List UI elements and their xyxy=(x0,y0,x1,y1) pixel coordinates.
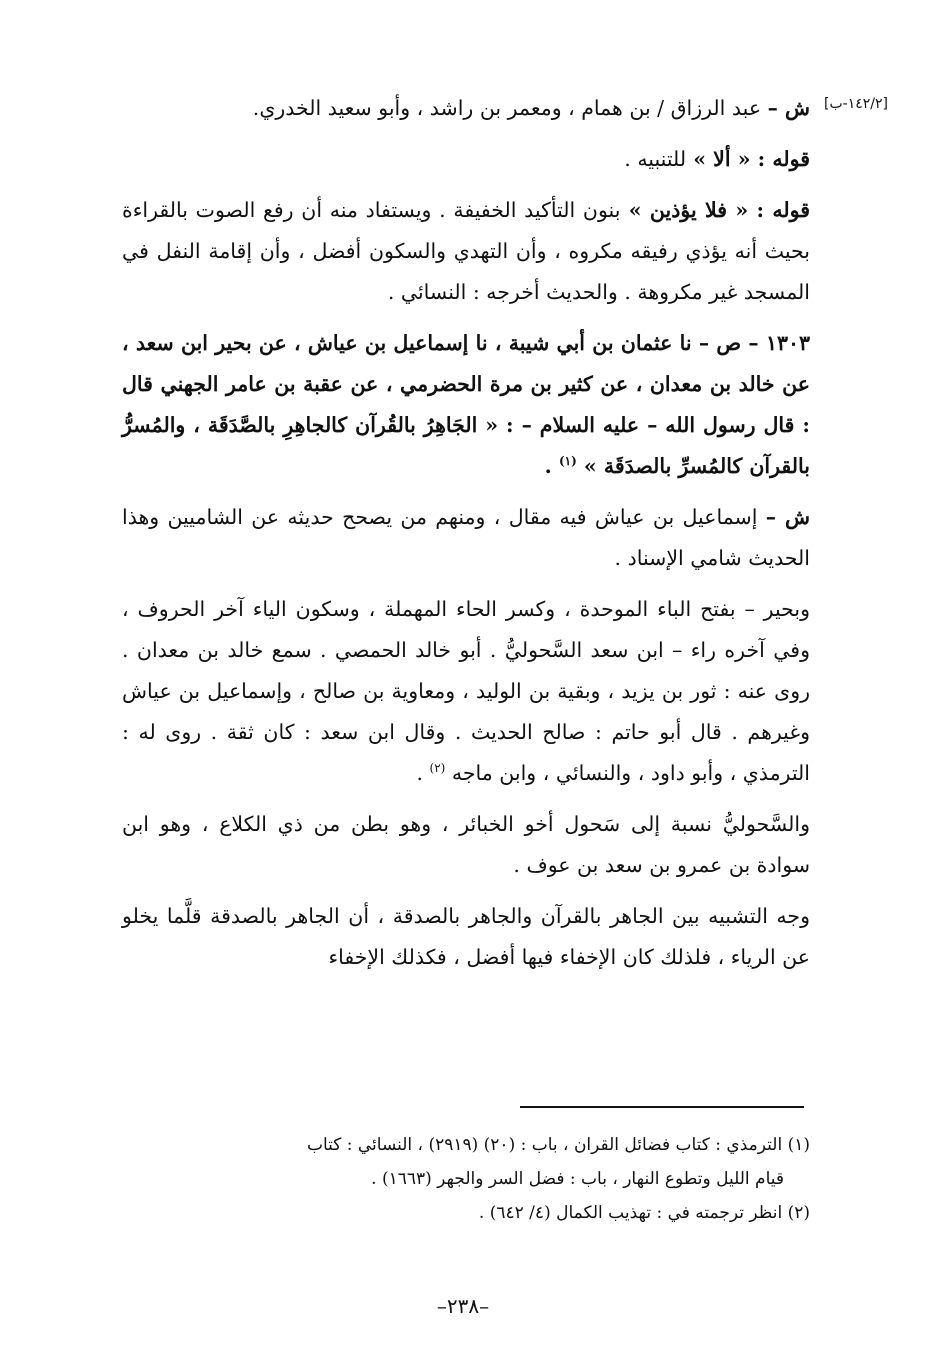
paragraph-end: . xyxy=(416,761,430,785)
page-number: –٢٣٨– xyxy=(436,1294,490,1318)
footnote-divider xyxy=(520,1106,804,1108)
footnote-ref: (١) xyxy=(558,454,577,469)
paragraph-text: وجه التشبيه بين الجاهر بالقرآن والجاهر بالصدقة ، أن الجاهر بالصدقة قلَّما يخلو عن الرياء ، فلذلك كان الإخفاء فيها أفضل ، فكذلك الإخفاء xyxy=(122,904,810,969)
paragraph-text: وبحير – بفتح الباء الموحدة ، وكسر الحاء المهملة ، وسكون الياء آخر الحروف ، وفي آخره راء – ابن سعد السَّحوليُّ . أبو خالد الحمصي . سمع خالد بن معدان . روى عنه : ثور بن يزيد ، وبقية بن الوليد ، ومعاوية بن صالح ، وإسماعيل بن عياش وغيرهم . قال أبو حاتم : صالح الحديث . وقال ابن سعد : كان ثقة . روى له : الترمذي ، وأبو داود ، والنسائي ، وابن ماجه xyxy=(122,597,810,785)
paragraph-ala xyxy=(122,139,810,180)
qawluhu-marker: قوله : xyxy=(756,198,811,222)
paragraph-text: والسَّحوليُّ نسبة إلى سَحول أخو الخبائر ، وهو بطن من ذي الكلاع ، وهو ابن سوادة بن عمرو بن سعد بن عوف . xyxy=(122,812,810,877)
paragraph-text: عبد الرزاق / بن همام ، ومعمر بن راشد ، وأبو سعيد الخدري. xyxy=(252,96,768,120)
footnote-2-line-1: (٢) انظر ترجمته في : تهذيب الكمال (٤/ ٦٤٢) . xyxy=(478,1203,810,1223)
paragraph-text: إسماعيل بن عياش فيه مقال ، ومنهم من يصحح حديثه عن الشاميين وهذا الحديث شامي الإسناد . xyxy=(122,505,810,570)
hadith-end: . xyxy=(544,454,559,478)
paragraph-yuadhin xyxy=(122,190,810,313)
hadith-text: ١٣٠٣ – ص – نا عثمان بن أبي شيبة ، نا إسماعيل بن عياش ، عن بحير ابن سعد ، عن خالد بن معدان ، عن كثير بن مرة الحضرمي ، عن عقبة بن عامر الجهني قال : قال رسول الله – عليه السلام – : « الجَاهِرُ بالقُرآن كالجاهِرِ بالصَّدَقَة ، والمُسرُّ بالقرآن كالمُسرِّ بالصدَقَة » xyxy=(122,331,810,478)
footnote-1-continued xyxy=(122,1162,810,1196)
footnote-ref: (٢) xyxy=(429,761,446,776)
main-text xyxy=(122,88,810,988)
footnote-1-line-1: (١) الترمذي : كتاب فضائل القران ، باب : (٢٠) (٢٩١٩) ، النسائي : كتاب xyxy=(306,1135,810,1155)
paragraph-bahir xyxy=(122,589,810,794)
hadith-1303 xyxy=(122,323,810,487)
footnotes xyxy=(122,1128,810,1230)
paragraph-text: بنون التأكيد الخفيفة . ويستفاد منه أن رفع الصوت بالقراءة بحيث أنه يؤذي رفيقه مكروه ، وأن التهدي والسكون أفضل ، وأن إقامة النفل في المسجد غير مكروهة . والحديث أخرجه : النسائي . xyxy=(122,198,810,304)
paragraph-sahuli xyxy=(122,804,810,886)
paragraph-narrators xyxy=(122,88,810,129)
qawluhu-marker: قوله : xyxy=(757,147,810,171)
paragraph-text: للتنبيه . xyxy=(624,147,687,171)
paragraph-tashbih xyxy=(122,896,810,978)
manuscript-folio-marker: [١٤٢/٢-ب] xyxy=(824,96,888,112)
footnote-1-line-2: قيام الليل وتطوع النهار ، باب : فضل السر والجهر (١٦٦٣) . xyxy=(371,1169,784,1189)
footnote-1 xyxy=(122,1128,810,1162)
commentary-marker: ش – xyxy=(767,96,810,120)
quoted-word: « ألا » xyxy=(686,147,758,171)
quoted-word: « فلا يؤذين » xyxy=(620,198,757,222)
commentary-marker: ش – xyxy=(765,505,810,529)
footnote-2 xyxy=(122,1196,810,1230)
paragraph-ismail xyxy=(122,497,810,579)
